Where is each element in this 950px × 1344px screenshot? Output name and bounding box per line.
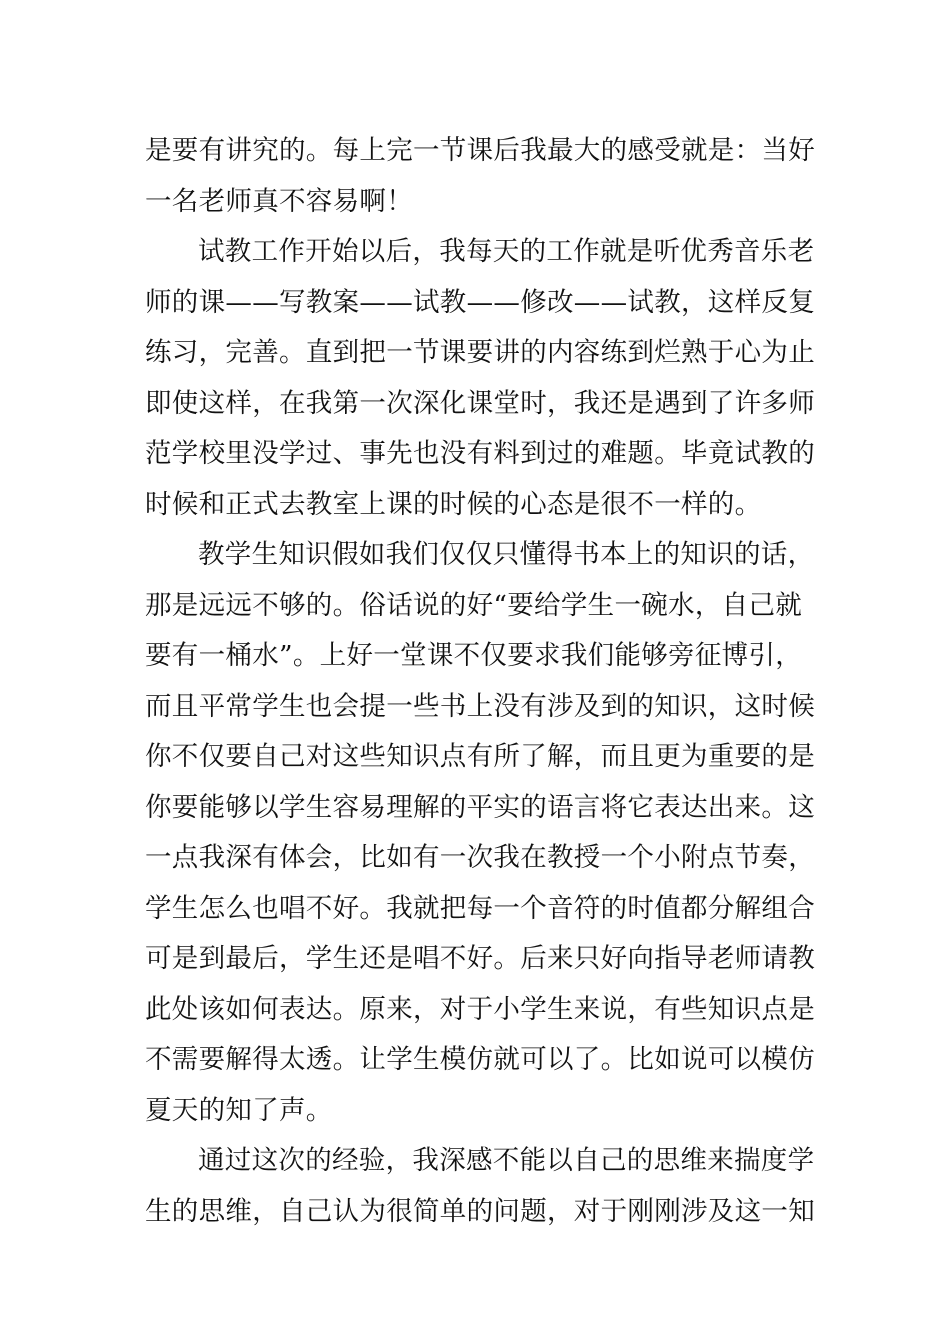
text-line: 夏天的知了声。 xyxy=(145,1094,333,1126)
text-line: 你不仅要自己对这些知识点有所了解，而且更为重要的是 xyxy=(145,741,815,772)
text-line: 范学校里没学过、事先也没有料到过的难题。毕竟试教的 xyxy=(145,438,815,469)
paragraph-start-line: 教学生知识假如我们仅仅只懂得书本上的知识的话， xyxy=(198,539,815,570)
text-line: 一名老师真不容易啊！ xyxy=(145,185,413,217)
text-line: 要有一桶水”。上好一堂课不仅要求我们能够旁征博引， xyxy=(145,640,803,671)
text-line: 生的思维，自己认为很简单的问题，对于刚刚涉及这一知 xyxy=(145,1195,815,1227)
text-line: 学生怎么也唱不好。我就把每一个音符的时值都分解组合 xyxy=(145,892,815,924)
text-line: 此处该如何表达。原来，对于小学生来说，有些知识点是 xyxy=(145,993,815,1025)
body-text xyxy=(145,126,815,1237)
text-line: 练习，完善。直到把一节课要讲的内容练到烂熟于心为止 xyxy=(145,337,815,368)
text-line: 你要能够以学生容易理解的平实的语言将它表达出来。这 xyxy=(145,791,815,823)
text-line: 那是远远不够的。俗话说的好“要给学生一碗水，自己就 xyxy=(145,589,803,621)
text-line: 而且平常学生也会提一些书上没有涉及到的知识，这时候 xyxy=(145,690,815,722)
text-line: 可是到最后，学生还是唱不好。后来只好向指导老师请教 xyxy=(145,943,815,974)
paragraph-start-line: 通过这次的经验，我深感不能以自己的思维来揣度学 xyxy=(198,1145,815,1176)
text-line: 时候和正式去教室上课的时候的心态是很不一样的。 xyxy=(145,488,762,520)
text-line: 师的课——写教案——试教——修改——试教，这样反复 xyxy=(145,286,815,318)
text-line: 不需要解得太透。让学生模仿就可以了。比如说可以模仿 xyxy=(145,1044,815,1075)
text-line: 即使这样，在我第一次深化课堂时，我还是遇到了许多师 xyxy=(145,387,815,419)
paragraph-start-line: 试教工作开始以后，我每天的工作就是听优秀音乐老 xyxy=(198,236,815,267)
text-line: 是要有讲究的。每上完一节课后我最大的感受就是：当好 xyxy=(145,135,815,166)
text-line: 一点我深有体会，比如有一次我在教授一个小附点节奏， xyxy=(145,842,815,873)
